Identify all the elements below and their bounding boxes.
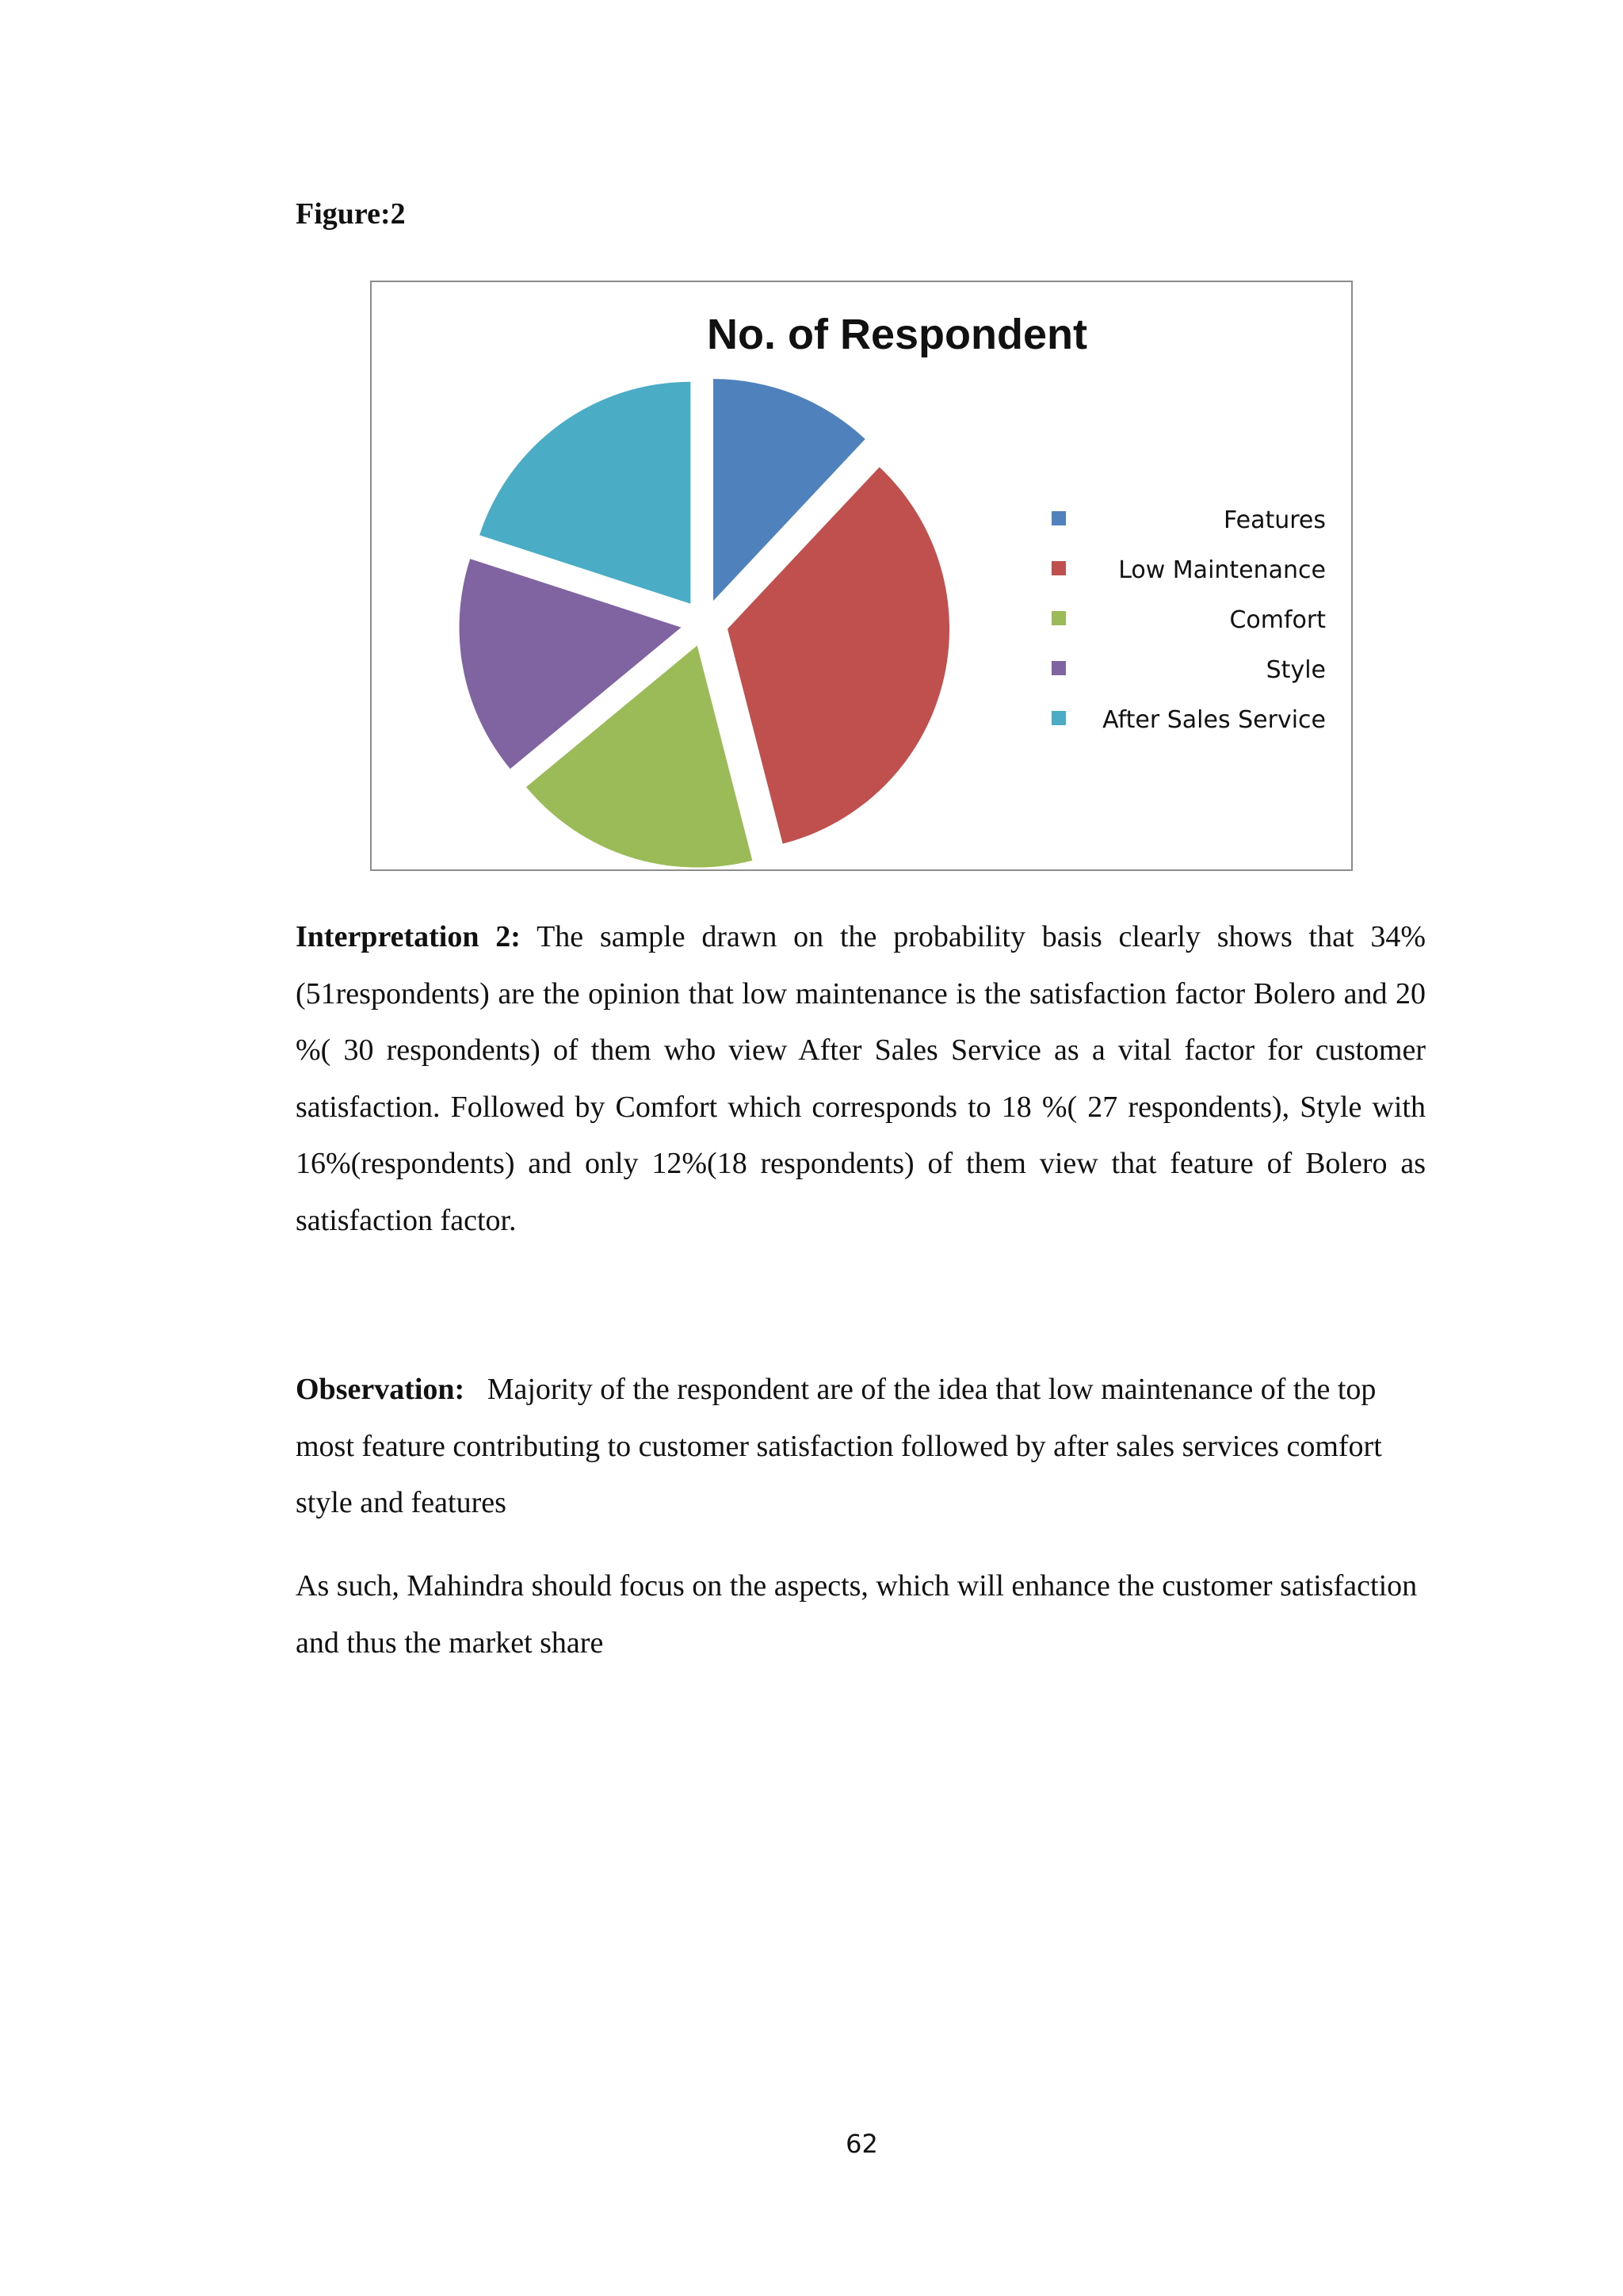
legend-label: Comfort <box>1229 606 1326 634</box>
observation-heading: Observation: <box>296 1373 465 1406</box>
chart-legend <box>1052 506 1326 734</box>
legend-label: Style <box>1266 656 1326 684</box>
pie-slices <box>460 379 950 867</box>
legend-swatch <box>1052 561 1066 575</box>
interpretation-paragraph <box>296 909 1426 1249</box>
legend-label: Low Maintenance <box>1118 556 1326 584</box>
page-number: 62 <box>846 2129 878 2159</box>
legend-swatch <box>1052 711 1066 725</box>
interpretation-heading: Interpretation 2: <box>296 920 521 953</box>
interpretation-text: The sample drawn on the probability basis clearly shows that 34% (51respondents) are the opinion that low maintenance is the satisfaction factor Bolero and 20 %( 30 respondents) of them who view After Sales Service as a vital factor for customer satisfaction. Followed by Comfort which corresponds to 18 %( 27 respondents), Style with 16%(respondents) and only 12%(18 respondents) of them view that feature of Bolero as satisfaction factor. <box>296 920 1426 1237</box>
observation-paragraph <box>296 1362 1426 1532</box>
legend-swatch <box>1052 611 1066 625</box>
figure-label: Figure:2 <box>296 197 406 231</box>
legend-label: After Sales Service <box>1102 706 1326 734</box>
pie-chart-svg <box>372 282 1354 873</box>
legend-swatch <box>1052 661 1066 675</box>
chart-title: No. of Respondent <box>707 311 1087 358</box>
pie-slice-after-sales-service <box>479 382 690 604</box>
legend-swatch <box>1052 511 1066 525</box>
pie-chart <box>370 281 1353 871</box>
legend-label: Features <box>1224 506 1326 534</box>
conclusion-paragraph: As such, Mahindra should focus on the aspects, which will enhance the customer satisfaction and thus the market share <box>296 1569 1418 1660</box>
observation-text: Majority of the respondent are of the idea that low maintenance of the top most feature contributing to customer satisfaction followed by after sales services comfort style and features <box>296 1373 1390 1519</box>
